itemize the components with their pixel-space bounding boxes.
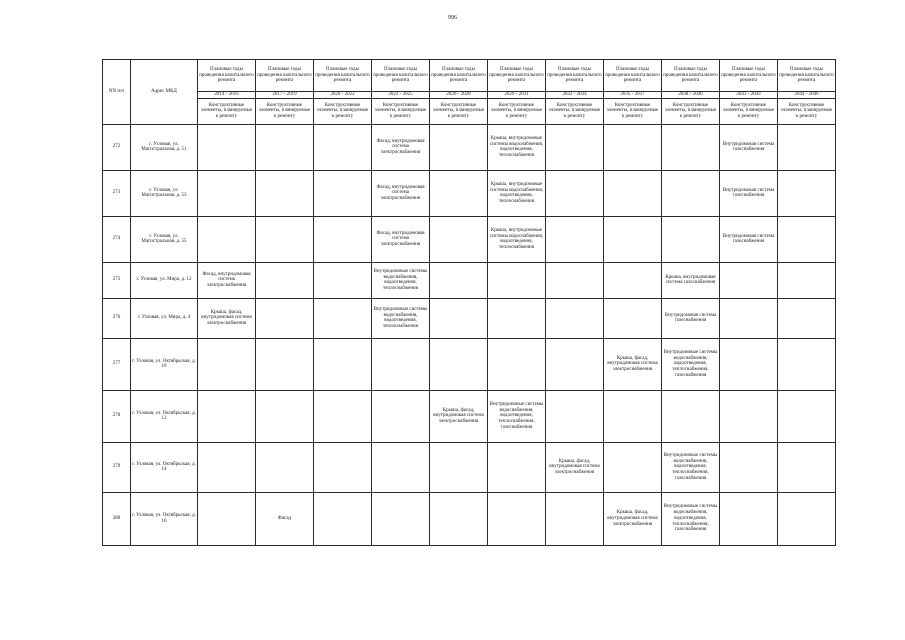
period-years: 2035 - 2037 xyxy=(604,92,662,99)
repair-elements-cell: Крыша, фасад, внутридомовая система электроснабжения xyxy=(198,298,256,338)
period-header: Плановые годы проведения капитального ремонта xyxy=(720,60,778,92)
repair-elements-cell xyxy=(604,124,662,170)
period-years: 2029 - 2031 xyxy=(488,92,546,99)
repair-elements-cell xyxy=(430,262,488,298)
repair-elements-cell xyxy=(662,216,720,262)
repair-elements-cell xyxy=(488,492,546,545)
period-header: Плановые годы проведения капитального ремонта xyxy=(256,60,314,92)
repair-elements-cell: Фасад, внутридомовая система электроснабжения xyxy=(198,262,256,298)
repair-elements-cell: Крыша, внутридомовые системы водоснабжения, водоотведения, теплоснабжения xyxy=(488,216,546,262)
period-header: Плановые годы проведения капитального ремонта xyxy=(662,60,720,92)
repair-elements-cell xyxy=(604,442,662,492)
page-number: 996 xyxy=(448,15,457,21)
repair-elements-cell: Фасад, внутридомовая система электроснабжения xyxy=(372,170,430,216)
repair-elements-cell xyxy=(662,170,720,216)
row-address: г. Узловая, ул. Мира, д. 12 xyxy=(131,262,198,298)
repair-elements-cell xyxy=(720,492,778,545)
repair-elements-cell xyxy=(662,124,720,170)
repair-elements-cell xyxy=(546,216,604,262)
repair-elements-cell xyxy=(720,298,778,338)
repair-elements-cell xyxy=(198,492,256,545)
period-header: Плановые годы проведения капитального ремонта xyxy=(778,60,836,92)
repair-elements-cell xyxy=(778,170,836,216)
row-number: 276 xyxy=(103,298,131,338)
repair-elements-cell xyxy=(546,170,604,216)
repair-elements-cell xyxy=(314,390,372,442)
repair-elements-cell xyxy=(256,170,314,216)
elements-header: Конструктивные элементы, планируемые к ремонту xyxy=(372,98,430,124)
repair-elements-cell: Внутридомовые системы водоснабжения, водоотведения, теплоснабжения, газоснабжения xyxy=(488,390,546,442)
repair-elements-cell: Крыша, внутридомовые системы водоснабжения, водоотведения, теплоснабжения xyxy=(488,170,546,216)
elements-header: Конструктивные элементы, планируемые к ремонту xyxy=(430,98,488,124)
period-years: 2020 - 2022 xyxy=(314,92,372,99)
repair-elements-cell xyxy=(314,338,372,390)
period-header: Плановые годы проведения капитального ремонта xyxy=(314,60,372,92)
repair-elements-cell xyxy=(720,442,778,492)
repair-elements-cell xyxy=(720,262,778,298)
elements-header: Конструктивные элементы, планируемые к ремонту xyxy=(198,98,256,124)
repair-elements-cell: Крыша, фасад, внутридомовая система электроснабжения xyxy=(604,492,662,545)
table-row xyxy=(103,390,836,442)
repair-elements-cell: Внутридомовые системы водоснабжения, водоотведения, теплоснабжения, газоснабжения xyxy=(662,338,720,390)
period-years: 2041 - 2043 xyxy=(720,92,778,99)
repair-elements-cell xyxy=(488,262,546,298)
repair-elements-cell: Фасад, внутридомовая система электроснабжения xyxy=(372,216,430,262)
repair-elements-cell xyxy=(256,262,314,298)
repair-elements-cell: Внутридомовые системы водоснабжения, водоотведения, теплоснабжения xyxy=(372,262,430,298)
repair-elements-cell xyxy=(604,170,662,216)
repair-elements-cell xyxy=(314,442,372,492)
repair-elements-cell xyxy=(198,338,256,390)
repair-elements-cell: Внутридомовая система газоснабжения xyxy=(662,298,720,338)
row-address: г. Узловая, ул. Октябрьская, д. 16 xyxy=(131,492,198,545)
repair-elements-cell xyxy=(488,338,546,390)
header-row-years xyxy=(103,92,836,99)
repair-elements-cell xyxy=(546,298,604,338)
repair-elements-cell xyxy=(662,390,720,442)
repair-elements-cell xyxy=(430,442,488,492)
table-row xyxy=(103,124,836,170)
repair-elements-cell xyxy=(430,170,488,216)
repair-elements-cell xyxy=(604,216,662,262)
elements-header: Конструктивные элементы, планируемые к ремонту xyxy=(546,98,604,124)
repair-elements-cell xyxy=(256,216,314,262)
repair-elements-cell xyxy=(778,338,836,390)
column-header-address: Адрес МКД xyxy=(131,60,198,125)
table-row xyxy=(103,492,836,545)
repair-elements-cell: Внутридомовые системы водоснабжения, водоотведения, теплоснабжения, газоснабжения xyxy=(662,442,720,492)
repair-elements-cell xyxy=(488,442,546,492)
repair-elements-cell: Внутридомовая система газоснабжения xyxy=(720,124,778,170)
repair-elements-cell xyxy=(314,216,372,262)
repair-elements-cell xyxy=(778,442,836,492)
period-years: 2014 - 2016 xyxy=(198,92,256,99)
elements-header: Конструктивные элементы, планируемые к ремонту xyxy=(662,98,720,124)
row-address: г. Узловая, ул. Магистральная, д. 53 xyxy=(131,170,198,216)
table-row xyxy=(103,216,836,262)
repair-elements-cell xyxy=(430,216,488,262)
repair-elements-cell xyxy=(198,170,256,216)
period-years: 2017 - 2019 xyxy=(256,92,314,99)
repair-elements-cell xyxy=(314,298,372,338)
row-number: 275 xyxy=(103,262,131,298)
table-body xyxy=(103,124,836,545)
repair-elements-cell xyxy=(546,492,604,545)
elements-header: Конструктивные элементы, планируемые к ремонту xyxy=(604,98,662,124)
table-header xyxy=(103,60,836,125)
repair-elements-cell xyxy=(198,442,256,492)
repair-elements-cell xyxy=(372,390,430,442)
row-number: 272 xyxy=(103,124,131,170)
row-address: г. Узловая, ул. Октябрьская, д. 12 xyxy=(131,390,198,442)
repair-elements-cell xyxy=(198,124,256,170)
repair-elements-cell xyxy=(430,298,488,338)
repair-elements-cell xyxy=(198,390,256,442)
table-row xyxy=(103,298,836,338)
repair-elements-cell xyxy=(720,338,778,390)
repair-elements-cell xyxy=(778,298,836,338)
header-row-periods xyxy=(103,60,836,92)
repair-elements-cell: Крыша, фасад, внутридомовая система электроснабжения xyxy=(546,442,604,492)
repair-elements-cell xyxy=(546,390,604,442)
header-row-elements xyxy=(103,98,836,124)
period-header: Плановые годы проведения капитального ремонта xyxy=(430,60,488,92)
row-address: г. Узловая, ул. Октябрьская, д. 14 xyxy=(131,442,198,492)
repair-elements-cell xyxy=(546,338,604,390)
table-row xyxy=(103,170,836,216)
repair-elements-cell xyxy=(372,492,430,545)
capital-repair-table xyxy=(102,59,836,546)
elements-header: Конструктивные элементы, планируемые к ремонту xyxy=(488,98,546,124)
elements-header: Конструктивные элементы, планируемые к ремонту xyxy=(256,98,314,124)
repair-elements-cell: Крыша, внутридомовая система газоснабжения xyxy=(662,262,720,298)
table-row xyxy=(103,442,836,492)
repair-elements-cell xyxy=(604,390,662,442)
elements-header: Конструктивные элементы, планируемые к ремонту xyxy=(314,98,372,124)
period-years: 2032 - 2034 xyxy=(546,92,604,99)
column-header-number: NN п/п xyxy=(103,60,131,125)
repair-elements-cell xyxy=(314,170,372,216)
repair-elements-cell xyxy=(488,298,546,338)
row-number: 279 xyxy=(103,442,131,492)
repair-elements-cell: Внутридомовая система газоснабжения xyxy=(720,170,778,216)
row-address: г. Узловая, ул. Магистральная, д. 51 xyxy=(131,124,198,170)
repair-elements-cell xyxy=(778,124,836,170)
period-header: Плановые годы проведения капитального ремонта xyxy=(488,60,546,92)
repair-elements-cell xyxy=(546,262,604,298)
repair-elements-cell: Внутридомовая система газоснабжения xyxy=(720,216,778,262)
row-number: 274 xyxy=(103,216,131,262)
table-row xyxy=(103,338,836,390)
repair-elements-cell: Крыша, фасад, внутридомовая система электроснабжения xyxy=(604,338,662,390)
repair-elements-cell xyxy=(546,124,604,170)
repair-elements-cell xyxy=(778,262,836,298)
elements-header: Конструктивные элементы, планируемые к ремонту xyxy=(720,98,778,124)
row-number: 278 xyxy=(103,390,131,442)
period-header: Плановые годы проведения капитального ремонта xyxy=(198,60,256,92)
repair-elements-cell: Внутридомовые системы водоснабжения, водоотведения, теплоснабжения xyxy=(372,298,430,338)
repair-elements-cell xyxy=(778,216,836,262)
repair-elements-cell xyxy=(256,338,314,390)
row-number: 277 xyxy=(103,338,131,390)
repair-elements-cell: Крыша, фасад, внутридомовая система электроснабжения xyxy=(430,390,488,442)
repair-elements-cell xyxy=(256,298,314,338)
repair-elements-cell xyxy=(372,442,430,492)
repair-elements-cell xyxy=(430,338,488,390)
period-years: 2023 - 2025 xyxy=(372,92,430,99)
repair-elements-cell xyxy=(372,338,430,390)
elements-header: Конструктивные элементы, планируемые к ремонту xyxy=(778,98,836,124)
repair-elements-cell: Внутридомовые системы водоснабжения, водоотведения, теплоснабжения, газоснабжения xyxy=(662,492,720,545)
repair-elements-cell xyxy=(256,442,314,492)
period-years: 2038 - 2040 xyxy=(662,92,720,99)
repair-elements-cell xyxy=(778,492,836,545)
row-address: г. Узловая, ул. Магистральная, д. 55 xyxy=(131,216,198,262)
repair-elements-cell xyxy=(256,390,314,442)
repair-elements-cell xyxy=(256,124,314,170)
period-years: 2026 - 2028 xyxy=(430,92,488,99)
repair-elements-cell xyxy=(314,124,372,170)
repair-elements-cell xyxy=(720,390,778,442)
row-number: 280 xyxy=(103,492,131,545)
repair-elements-cell xyxy=(198,216,256,262)
repair-elements-cell xyxy=(604,262,662,298)
table-row xyxy=(103,262,836,298)
row-number: 273 xyxy=(103,170,131,216)
repair-elements-cell: Крыша, внутридомовые системы водоснабжения, водоотведения, теплоснабжения xyxy=(488,124,546,170)
repair-elements-cell xyxy=(430,124,488,170)
period-header: Плановые годы проведения капитального ремонта xyxy=(546,60,604,92)
repair-elements-cell: Фасад xyxy=(256,492,314,545)
repair-elements-cell: Фасад, внутридомовая система электроснабжения xyxy=(372,124,430,170)
period-header: Плановые годы проведения капитального ремонта xyxy=(604,60,662,92)
repair-elements-cell xyxy=(314,492,372,545)
row-address: г. Узловая, ул. Октябрьская, д. 10 xyxy=(131,338,198,390)
repair-elements-cell xyxy=(430,492,488,545)
period-header: Плановые годы проведения капитального ремонта xyxy=(372,60,430,92)
repair-elements-cell xyxy=(314,262,372,298)
row-address: г. Узловая, ул. Мира, д. 4 xyxy=(131,298,198,338)
repair-elements-cell xyxy=(604,298,662,338)
repair-elements-cell xyxy=(778,390,836,442)
period-years: 2044 - 2046 xyxy=(778,92,836,99)
